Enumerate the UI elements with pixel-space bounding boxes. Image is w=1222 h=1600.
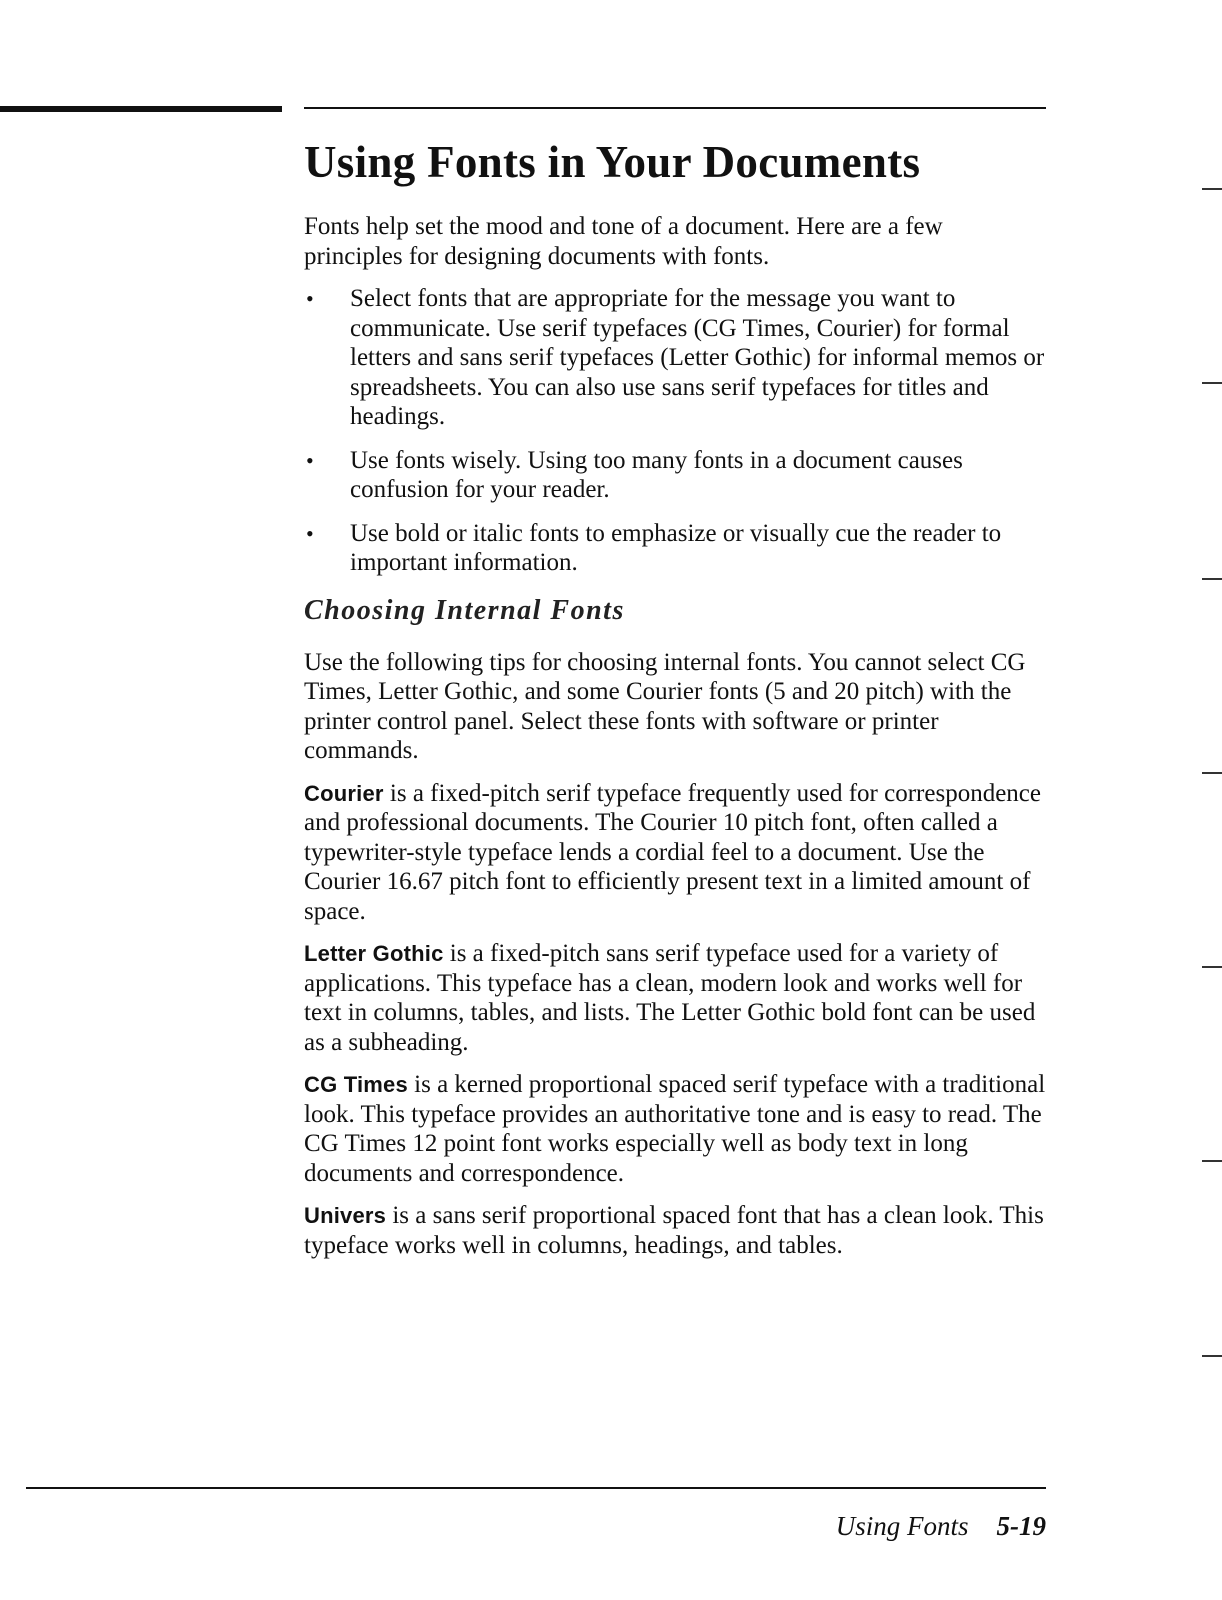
page-number: 5-19	[996, 1511, 1046, 1541]
font-description-text: is a kerned proportional spaced serif typeface with a traditional look. This typeface provides an authoritative tone and is easy to read. The CG Times 12 point font works especially well as body text in long documents and correspondence.	[304, 1071, 1046, 1187]
section-subheading: Choosing Internal Fonts	[304, 594, 625, 626]
page-content	[304, 134, 1046, 1273]
footer-section-title: Using Fonts	[835, 1511, 969, 1541]
list-item-text: Select fonts that are appropriate for the message you want to communicate. Use serif typefaces (CG Times, Courier) for formal letters and sans serif typefaces (Letter Gothic) for informal memos or spreadsheets. You can also use sans serif typefaces for titles and headings.	[350, 285, 1045, 430]
bullet-icon: •	[306, 447, 314, 473]
page-footer	[836, 1510, 1046, 1542]
header-rule-left	[0, 106, 282, 112]
font-term: CG Times	[304, 1072, 408, 1097]
principles-list	[304, 284, 1046, 578]
font-description-univers	[304, 1201, 1046, 1260]
font-term: Univers	[304, 1203, 387, 1228]
font-description-cg-times	[304, 1070, 1046, 1188]
tips-paragraph: Use the following tips for choosing internal fonts. You cannot select CG Times, Letter Gothic, and some Courier fonts (5 and 20 pitch) with the printer control panel. Select these fonts with software or printer commands.	[304, 648, 1026, 764]
margin-tick	[1202, 188, 1222, 190]
font-description-text: is a fixed-pitch serif typeface frequently used for correspondence and professional documents. The Courier 10 pitch font, often called a typewriter-style typeface lends a cordial feel to a document. Use the Courier 16.67 pitch font to efficiently present text in a limited amount of space.	[304, 779, 1041, 925]
font-description-text: is a fixed-pitch sans serif typeface used for a variety of applications. This typeface has a clean, modern look and works well for text in columns, tables, and lists. The Letter Gothic bold font can be used as a subheading.	[304, 940, 1036, 1056]
list-item-text: Use bold or italic fonts to emphasize or visually cue the reader to important information.	[350, 519, 1002, 576]
margin-tick	[1202, 1160, 1222, 1162]
list-item	[304, 519, 1046, 578]
margin-tick	[1202, 382, 1222, 384]
bullet-icon: •	[306, 520, 314, 546]
font-term: Courier	[304, 780, 384, 806]
font-term: Letter Gothic	[304, 941, 444, 966]
font-description-text: is a sans serif proportional spaced font that has a clean look. This typeface works well in columns, headings, and tables.	[304, 1202, 1044, 1259]
margin-tick	[1202, 1355, 1222, 1357]
list-item-text: Use fonts wisely. Using too many fonts in a document causes confusion for your reader.	[350, 446, 963, 503]
page-title: Using Fonts in Your Documents	[304, 137, 921, 187]
font-description-courier	[304, 779, 1046, 927]
list-item	[304, 446, 1046, 505]
font-description-letter-gothic	[304, 939, 1046, 1057]
margin-tick	[1202, 578, 1222, 580]
list-item	[304, 284, 1046, 432]
margin-tick	[1202, 966, 1222, 968]
intro-paragraph: Fonts help set the mood and tone of a document. Here are a few principles for designing documents with fonts.	[304, 213, 943, 270]
header-rule	[304, 107, 1046, 109]
bullet-icon: •	[306, 286, 314, 311]
margin-tick	[1202, 772, 1222, 774]
footer-rule	[26, 1487, 1046, 1489]
